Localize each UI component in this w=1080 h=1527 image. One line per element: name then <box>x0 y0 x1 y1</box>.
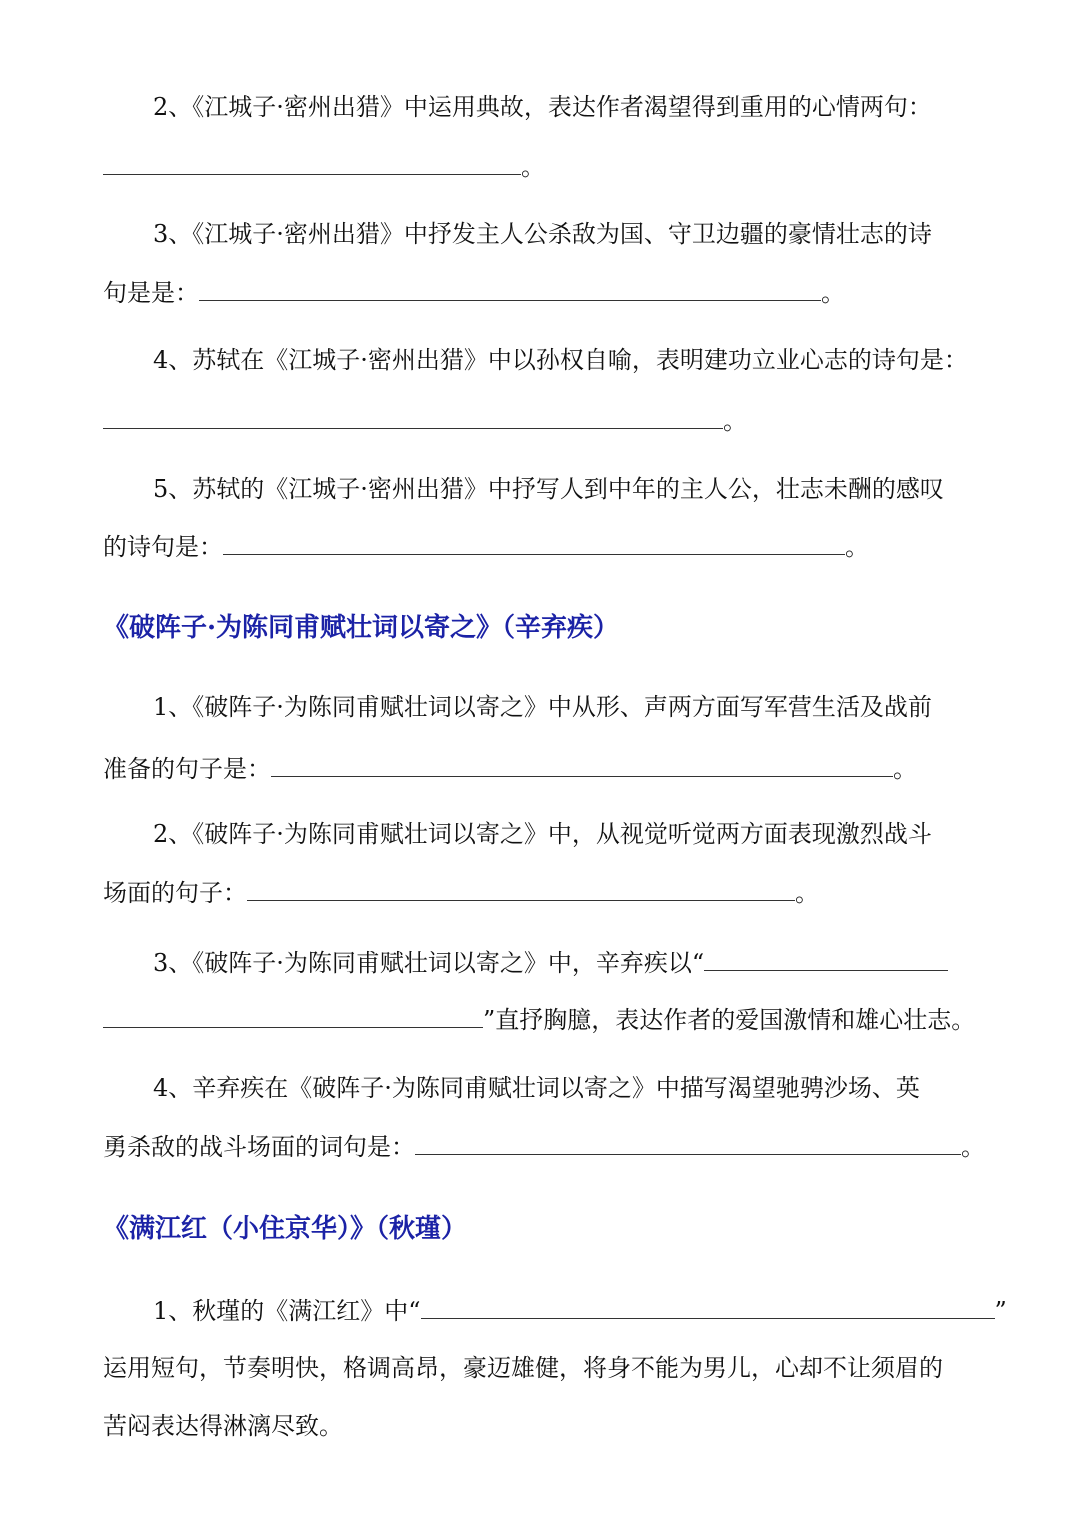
question-text: 2、《江城子·密州出猎》中运用典故，表达作者渴望得到重用的心情两句： <box>153 93 932 121</box>
answer-blank[interactable] <box>199 276 821 301</box>
answer-line: 勇杀敌的战斗场面的词句是： 。 <box>103 1130 984 1163</box>
answer-blank[interactable] <box>247 876 795 901</box>
answer-blank[interactable] <box>415 1130 961 1155</box>
section-heading: 《破阵子·为陈同甫赋壮词以寄之》（辛弃疾） <box>103 613 620 643</box>
answer-line: 。 <box>103 150 984 183</box>
question-text: 苦闷表达得淋漓尽致。 <box>103 1412 343 1440</box>
question-text: 3、《破阵子·为陈同甫赋壮词以寄之》中，辛弃疾以“ <box>153 946 984 979</box>
question-text: 2、《破阵子·为陈同甫赋壮词以寄之》中，从视觉听觉两方面表现激烈战斗 <box>153 820 932 848</box>
answer-line: 的诗句是： 。 <box>103 530 984 563</box>
question-text: 4、辛弃疾在《破阵子·为陈同甫赋壮词以寄之》中描写渴望驰骋沙场、英 <box>153 1074 920 1102</box>
answer-line: 句是是： 。 <box>103 276 984 309</box>
question-text: 1、秋瑾的《满江红》中“ ” <box>153 1294 984 1327</box>
question-text: 4、苏轼在《江城子·密州出猎》中以孙权自喻，表明建功立业心志的诗句是： <box>153 346 968 374</box>
answer-blank[interactable] <box>704 946 948 971</box>
question-text: 3、《江城子·密州出猎》中抒发主人公杀敌为国、守卫边疆的豪情壮志的诗 <box>153 220 932 248</box>
answer-blank[interactable] <box>103 1003 483 1028</box>
answer-line: 。 <box>103 404 984 437</box>
question-text: 1、《破阵子·为陈同甫赋壮词以寄之》中从形、声两方面写军营生活及战前 <box>153 693 932 721</box>
answer-blank[interactable] <box>271 752 893 777</box>
answer-blank[interactable] <box>103 404 723 429</box>
answer-line: 场面的句子： 。 <box>103 876 984 909</box>
answer-blank[interactable] <box>421 1294 995 1319</box>
answer-blank[interactable] <box>103 150 521 175</box>
answer-line: 准备的句子是： 。 <box>103 752 984 785</box>
answer-blank[interactable] <box>223 530 845 555</box>
section-heading: 《满江红（小住京华）》（秋瑾） <box>103 1214 468 1244</box>
answer-line: ”直抒胸臆，表达作者的爱国激情和雄心壮志。 <box>103 1003 975 1036</box>
question-text: 5、苏轼的《江城子·密州出猎》中抒写人到中年的主人公，壮志未酬的感叹 <box>153 475 944 503</box>
question-text: 运用短句，节奏明快，格调高昂，豪迈雄健，将身不能为男儿，心却不让须眉的 <box>103 1354 943 1382</box>
